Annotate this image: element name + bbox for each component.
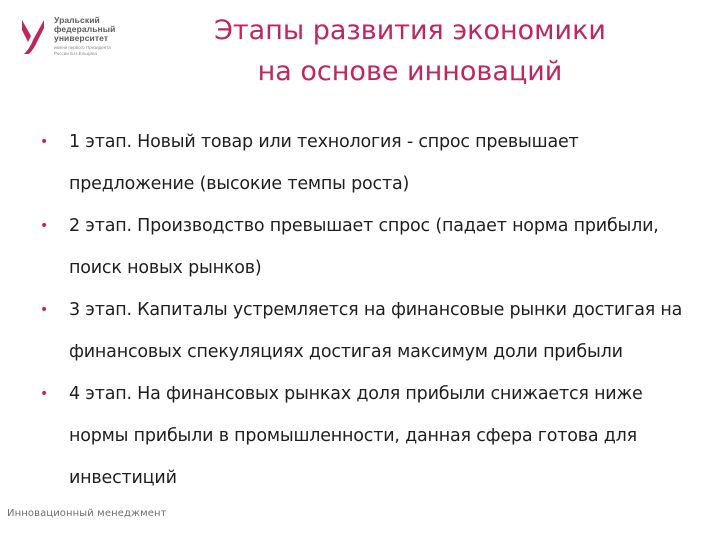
bullet-item-4 (40, 373, 700, 499)
university-logo (20, 14, 140, 62)
bullet-text-1: 1 этап. Новый товар или технология - спрос превышает предложение (высокие темпы роста) (69, 132, 579, 194)
bullet-list (40, 121, 700, 499)
slide-title (200, 10, 620, 92)
logo-subtitle-2: России Б.Н.Ельцина (54, 50, 97, 56)
bullet-item-3 (40, 289, 700, 373)
bullet-text-3: 3 этап. Капиталы устремляется на финансовые рынки достигая на финансовых спекуляциях достигая максимум доли прибыли (69, 300, 683, 362)
slide-title-line-1: Этапы развития экономики (214, 15, 606, 46)
logo-line-1: Уральский (54, 15, 100, 25)
logo-subtitle-1: имени первого Президента (54, 45, 111, 50)
bullet-dot-icon: • (40, 134, 49, 150)
footer-caption: Инновационный менеджмент (7, 508, 167, 519)
bullet-item-2 (40, 205, 700, 289)
bullet-dot-icon: • (40, 218, 49, 234)
bullet-item-1 (40, 121, 700, 205)
logo-line-3: университет (54, 33, 109, 43)
logo-text (54, 16, 140, 56)
bullet-text-2: 2 этап. Производство превышает спрос (падает норма прибыли, поиск новых рынков) (69, 216, 659, 278)
bullet-dot-icon: • (40, 302, 49, 318)
bullet-dot-icon: • (40, 386, 49, 402)
slide-title-line-2: на основе инноваций (257, 56, 563, 87)
bullet-text-4: 4 этап. На финансовых рынках доля прибыли снижается ниже нормы прибыли в промышленности, данная сфера готова для инвестиций (69, 384, 643, 488)
logo-line-2: федеральный (54, 24, 116, 34)
logo-mark-icon (20, 16, 46, 56)
